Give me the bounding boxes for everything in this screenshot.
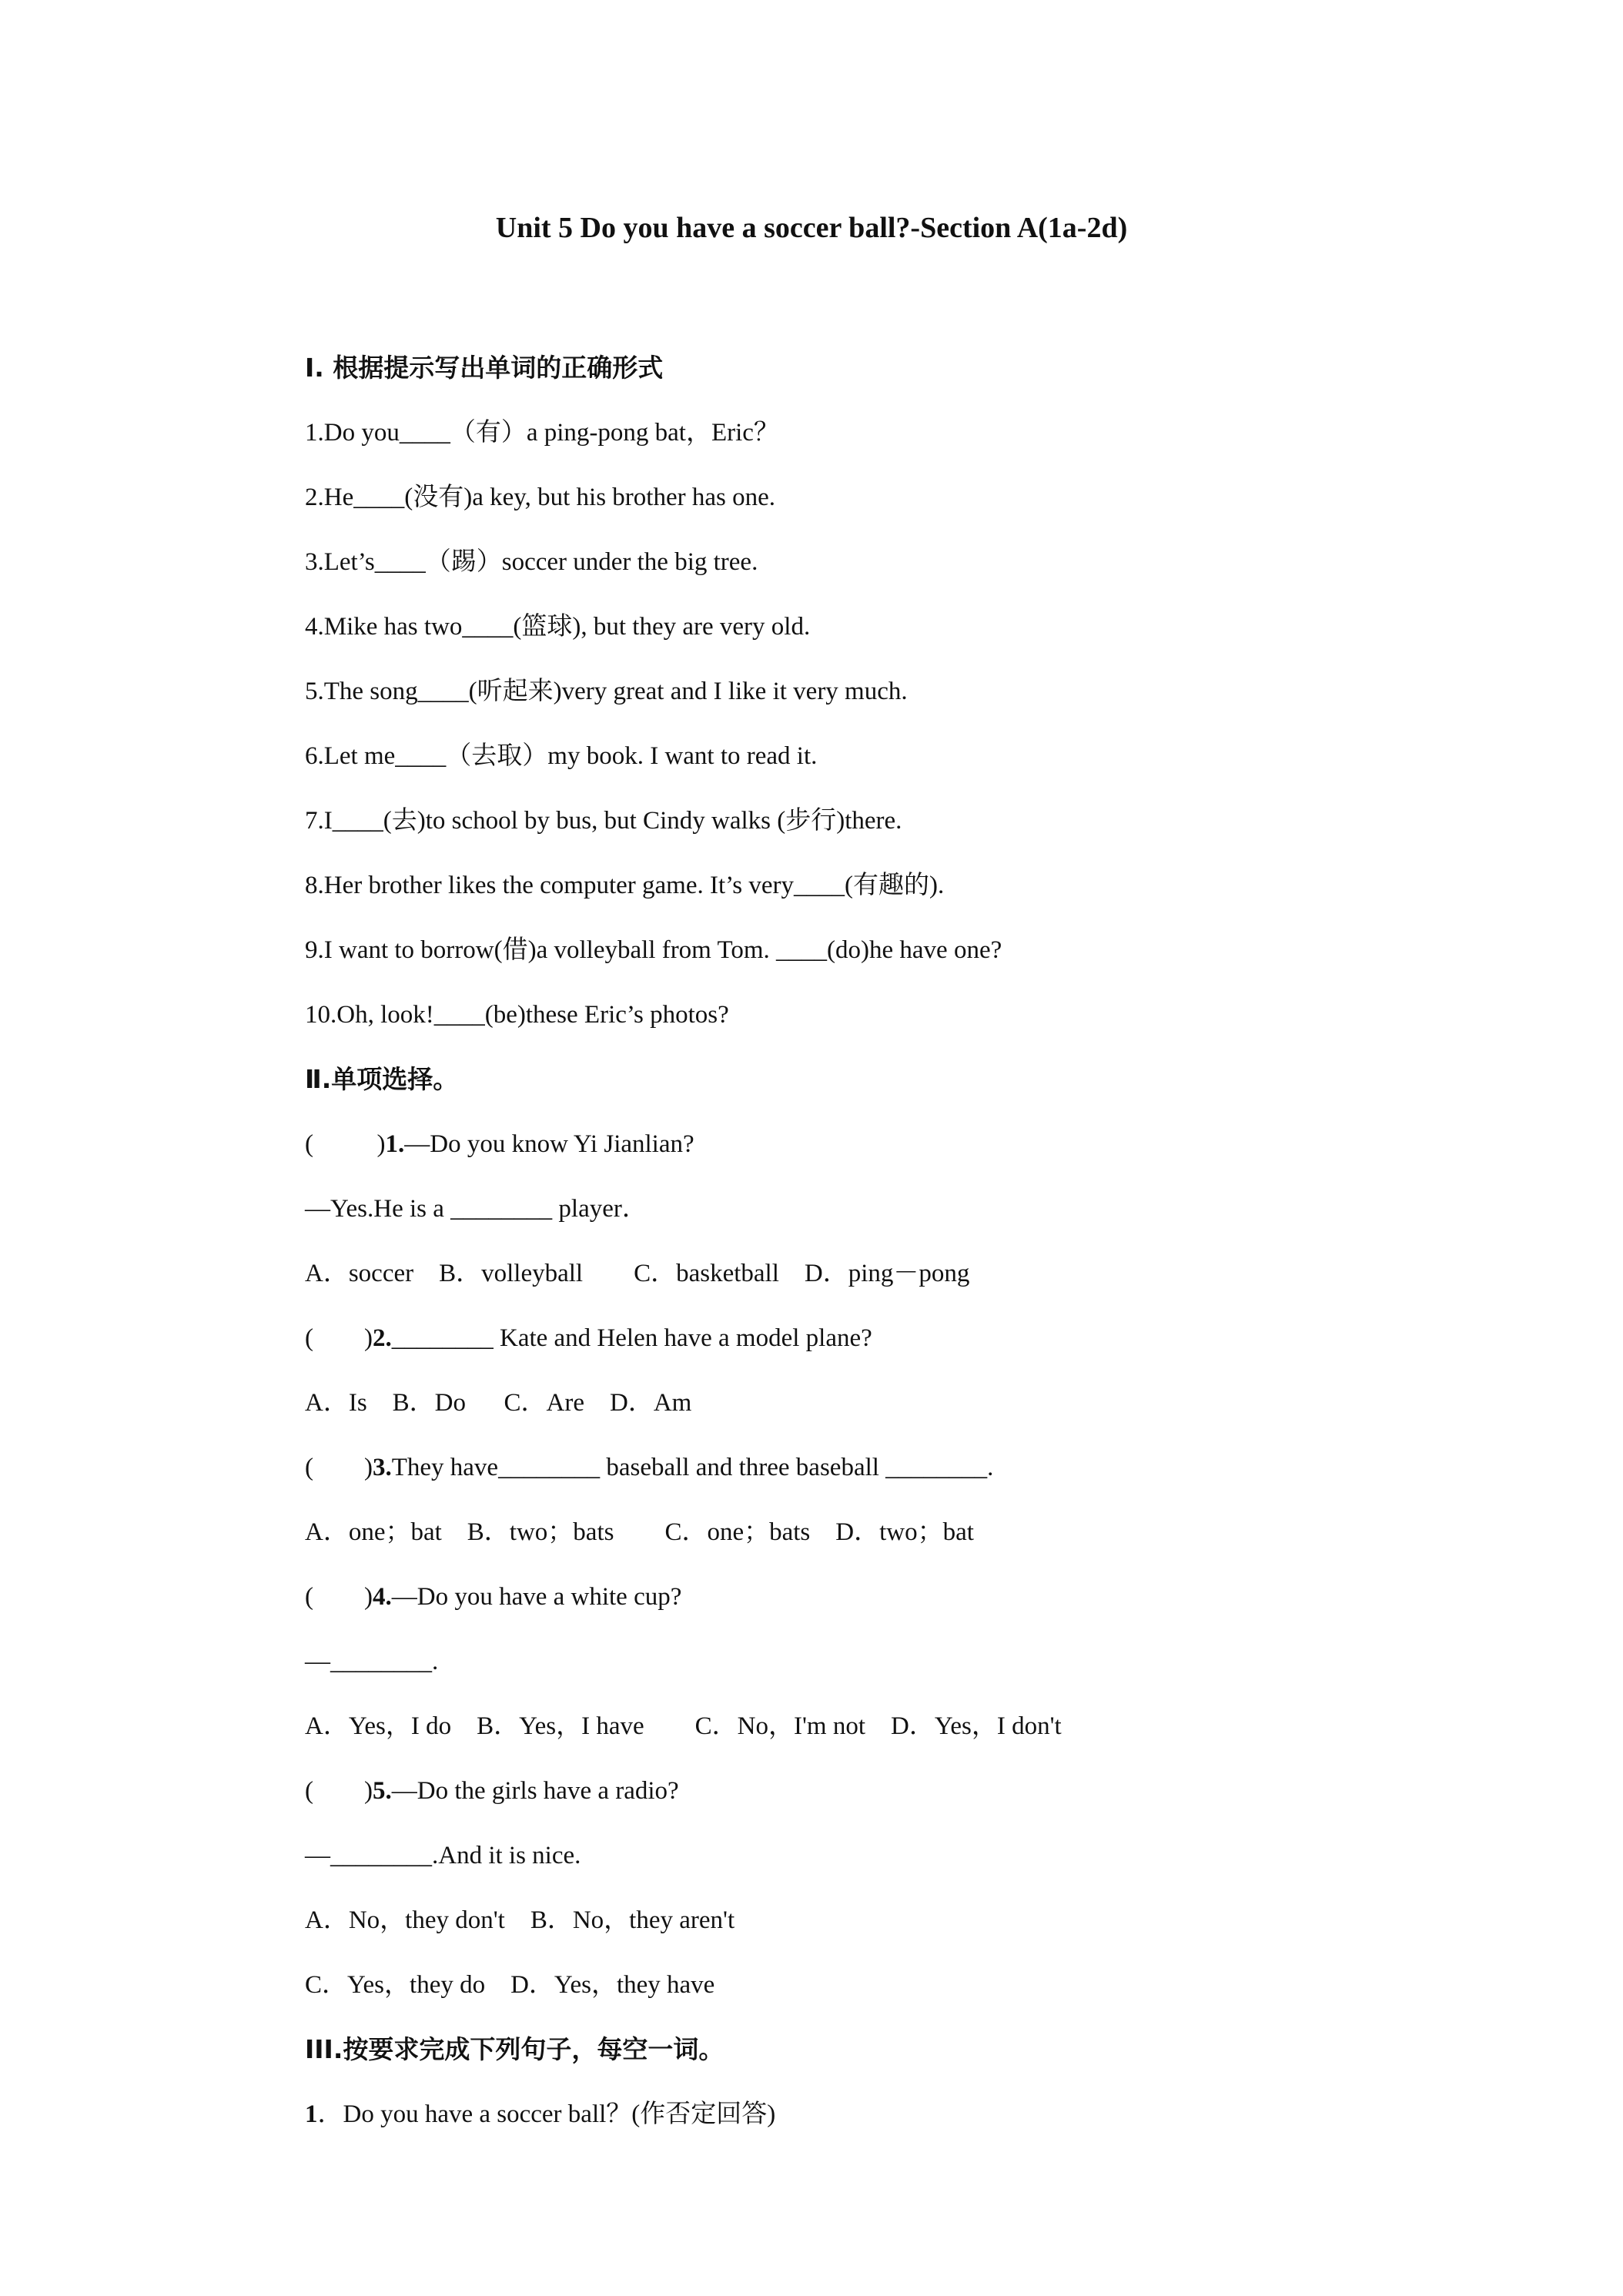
fill-item-7: 7.I____(去)to school by bus, but Cindy walks (步行)there.: [305, 807, 902, 835]
choice-question-2: [305, 1306, 1537, 1371]
answer-blank: ( ): [305, 1583, 373, 1611]
worksheet-content: [305, 336, 1537, 2147]
choice-question-5-options-2: C．Yes，they do D．Yes，they have: [305, 1971, 715, 1999]
question-stem: ________ Kate and Helen have a model plane?: [391, 1324, 872, 1352]
fill-item-5: 5.The song____(听起来)very great and I like it very much.: [305, 678, 908, 705]
choice-question-2-options: A．Is B．Do C．Are D．Am: [305, 1389, 692, 1417]
choice-question-1-response: —Yes.He is a ________ player．: [305, 1195, 648, 1223]
fill-item-8: 8.Her brother likes the computer game. It’s very____(有趣的).: [305, 872, 945, 899]
choice-question-4-response: —________.: [305, 1648, 439, 1675]
choice-question-4: [305, 1565, 1537, 1629]
choice-question-3-options: A．one；bat B．two；bats C．one；bats D．two；bat: [305, 1518, 974, 1546]
fill-item-10: 10.Oh, look!____(be)these Eric’s photos?: [305, 1001, 729, 1029]
fill-item-1: 1.Do you____（有）a ping-pong bat，Eric？: [305, 419, 779, 447]
section-3-heading: III.按要求完成下列句子，每空一词。: [305, 2034, 724, 2064]
question-number: 3.: [372, 1454, 392, 1481]
question-number: 5.: [372, 1777, 392, 1805]
choice-question-5-options: A．No，they don't B．No，they aren't: [305, 1906, 735, 1934]
item-text: ．Do you have a soccer ball？(作否定回答): [317, 2100, 776, 2128]
fill-item-6: 6.Let me____（去取）my book. I want to read it.: [305, 742, 818, 770]
answer-blank: ( ): [305, 1454, 373, 1481]
question-stem: —Do the girls have a radio?: [391, 1777, 679, 1805]
answer-blank: ( ): [305, 1130, 386, 1158]
fill-item-9: 9.I want to borrow(借)a volleyball from Tom. ____(do)he have one?: [305, 936, 1002, 964]
choice-question-3: [305, 1435, 1537, 1500]
question-number: 2.: [372, 1324, 392, 1352]
answer-blank: ( ): [305, 1777, 373, 1805]
question-number: 4.: [372, 1583, 392, 1611]
choice-question-1-options: A．soccer B．volleyball C．basketball D．ping－pong: [305, 1260, 970, 1287]
choice-question-1: [305, 1112, 1537, 1176]
question-stem: —Do you know Yi Jianlian?: [404, 1130, 694, 1158]
question-stem: —Do you have a white cup?: [391, 1583, 682, 1611]
answer-blank: ( ): [305, 1324, 373, 1352]
choice-question-5: [305, 1759, 1537, 1823]
choice-question-5-response: —________.And it is nice.: [305, 1842, 581, 1869]
document-title: Unit 5 Do you have a soccer ball?-Section A(1a-2d): [495, 212, 1128, 244]
section-2-heading: Ⅱ.单项选择。: [305, 1064, 459, 1094]
fill-item-4: 4.Mike has two____(篮球), but they are very old.: [305, 613, 811, 641]
fill-item-2: 2.He____(没有)a key, but his brother has one.: [305, 484, 775, 511]
item-number: 1: [305, 2100, 318, 2128]
sentence-item-1: [305, 2082, 1537, 2147]
question-number: 1.: [385, 1130, 405, 1158]
choice-question-4-options: A．Yes，I do B．Yes，I have C．No，I'm not D．Yes，I don't: [305, 1712, 1062, 1740]
fill-item-3: 3.Let’s____（踢）soccer under the big tree.: [305, 548, 758, 576]
question-stem: They have________ baseball and three baseball ________.: [391, 1454, 994, 1481]
section-1-heading: Ⅰ. 根据提示写出单词的正确形式: [305, 353, 664, 383]
